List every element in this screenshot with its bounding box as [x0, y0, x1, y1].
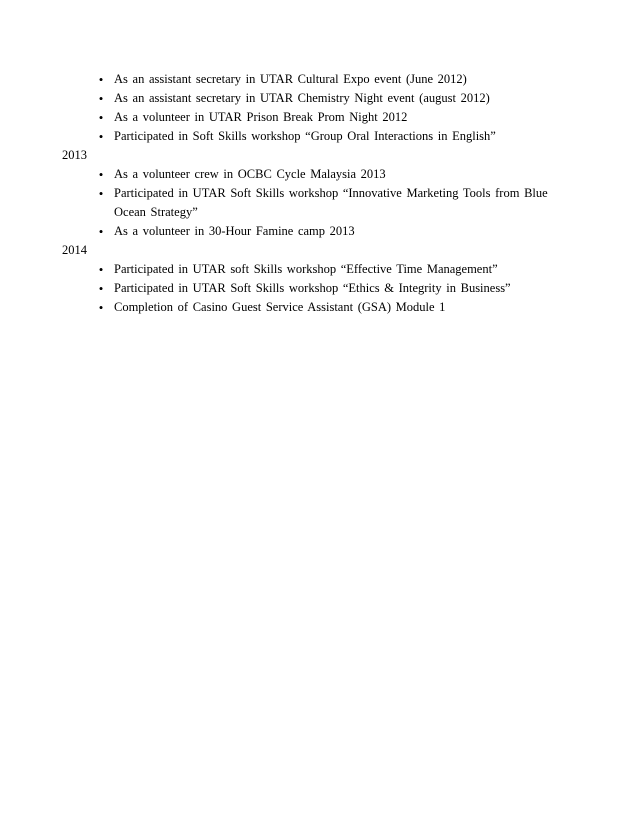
bullet-icon	[96, 127, 106, 147]
activity-list-2012	[62, 70, 582, 146]
bullet-icon	[96, 184, 106, 204]
list-item-text: As a volunteer in UTAR Prison Break Prom Night 2012	[114, 110, 408, 124]
list-item	[62, 184, 582, 222]
bullet-icon	[96, 298, 106, 318]
year-heading-2014: 2014	[62, 243, 87, 257]
list-item-text: Participated in UTAR Soft Skills workshop “Innovative Marketing Tools from Blue Ocean Strategy”	[114, 186, 548, 219]
bullet-icon	[96, 89, 106, 109]
list-item	[62, 165, 582, 184]
list-item-text: As an assistant secretary in UTAR Cultural Expo event (June 2012)	[114, 72, 467, 86]
list-item	[62, 70, 582, 89]
list-item	[62, 298, 582, 317]
year-heading-2013: 2013	[62, 148, 87, 162]
list-item	[62, 222, 582, 241]
bullet-icon	[96, 279, 106, 299]
bullet-icon	[96, 108, 106, 128]
list-item-text: As an assistant secretary in UTAR Chemistry Night event (august 2012)	[114, 91, 490, 105]
bullet-icon	[96, 222, 106, 242]
bullet-icon	[96, 260, 106, 280]
bullet-icon	[96, 70, 106, 90]
list-item	[62, 127, 582, 146]
list-item	[62, 279, 582, 298]
list-item	[62, 89, 582, 108]
list-item-text: Participated in Soft Skills workshop “Group Oral Interactions in English”	[114, 129, 496, 143]
activity-list-2013	[62, 165, 582, 241]
activity-list-2014	[62, 260, 582, 317]
list-item-text: Completion of Casino Guest Service Assistant (GSA) Module 1	[114, 300, 446, 314]
list-item-text: Participated in UTAR Soft Skills workshop “Ethics & Integrity in Business”	[114, 281, 511, 295]
document-body	[62, 70, 582, 317]
list-item-text: As a volunteer crew in OCBC Cycle Malaysia 2013	[114, 167, 386, 181]
list-item-text: As a volunteer in 30-Hour Famine camp 2013	[114, 224, 355, 238]
bullet-icon	[96, 165, 106, 185]
list-item	[62, 108, 582, 127]
list-item	[62, 260, 582, 279]
list-item-text: Participated in UTAR soft Skills workshop “Effective Time Management”	[114, 262, 498, 276]
